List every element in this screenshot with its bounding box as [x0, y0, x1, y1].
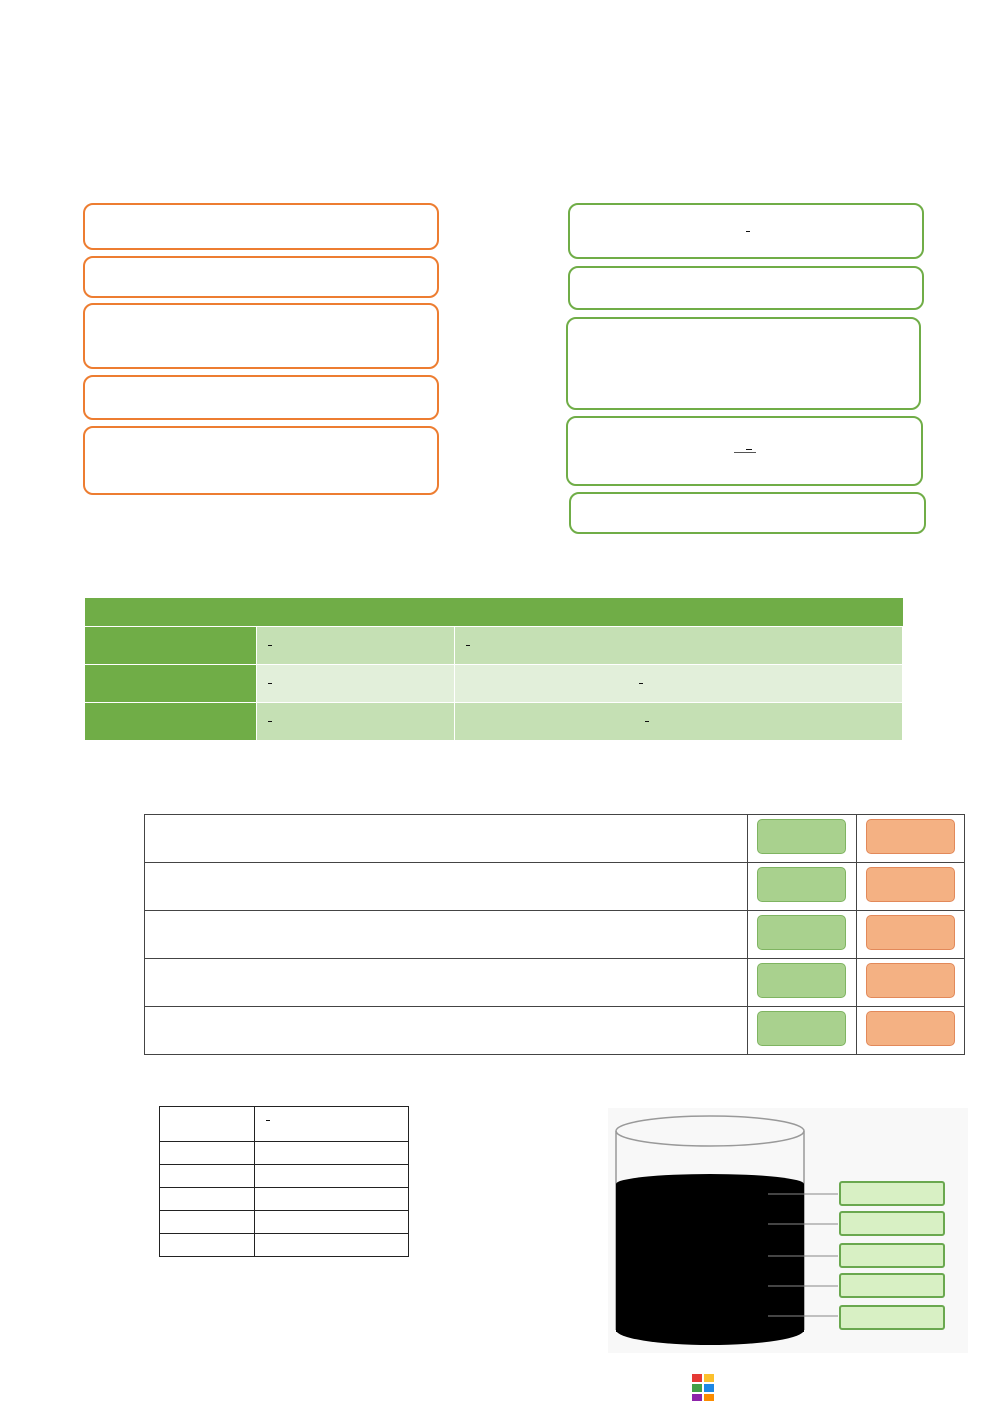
- table-row: [160, 1142, 409, 1165]
- conversion-cell[interactable]: [455, 665, 903, 703]
- yes-button[interactable]: [757, 1011, 846, 1046]
- task4-heading: [114, 1070, 122, 1101]
- yes-button[interactable]: [757, 867, 846, 902]
- left-item-characterizes[interactable]: [83, 203, 439, 250]
- left-item-device[interactable]: [83, 426, 439, 495]
- conversion-cell[interactable]: [455, 703, 903, 741]
- table-row: [85, 703, 903, 741]
- density-formula: [734, 449, 756, 453]
- statement-cell: [145, 863, 748, 911]
- liveworksheets-logo: [692, 1372, 720, 1402]
- table-row: [160, 1234, 409, 1257]
- table-row: [160, 1188, 409, 1211]
- statement-cell: [145, 959, 748, 1007]
- logo-blocks-icon: [692, 1372, 716, 1402]
- density-conversion-table: [84, 598, 903, 741]
- table-row: [160, 1165, 409, 1188]
- layer-answer-box[interactable]: [839, 1181, 945, 1206]
- substance-cell: [85, 627, 257, 665]
- table-row: [145, 815, 965, 863]
- right-item-symbol[interactable]: [569, 492, 926, 534]
- density-cell: [257, 703, 455, 741]
- conversion-cell: [455, 627, 903, 665]
- right-item-unit[interactable]: [568, 203, 924, 259]
- density-values-table: [159, 1106, 409, 1257]
- header-substance: [160, 1107, 255, 1142]
- substance-cell: [85, 665, 257, 703]
- table-row: [145, 1007, 965, 1055]
- substance-cell: [85, 703, 257, 741]
- header-density: [257, 598, 455, 627]
- table-row: [160, 1211, 409, 1234]
- layer-answer-box[interactable]: [839, 1273, 945, 1298]
- no-button[interactable]: [866, 1011, 955, 1046]
- table-row: [145, 863, 965, 911]
- left-item-unit[interactable]: [83, 375, 439, 420]
- layer-answer-box[interactable]: [839, 1211, 945, 1236]
- task2-heading: [114, 543, 122, 574]
- right-item-areometer[interactable]: [568, 266, 924, 310]
- unit-fraction: [746, 231, 750, 232]
- density-cell: [257, 665, 455, 703]
- density-cell: [257, 627, 455, 665]
- header-substance: [85, 598, 257, 627]
- yes-button[interactable]: [757, 915, 846, 950]
- layer-answer-box[interactable]: [839, 1305, 945, 1330]
- layer-answer-box[interactable]: [839, 1243, 945, 1268]
- right-item-description[interactable]: [566, 317, 921, 410]
- statement-cell: [145, 815, 748, 863]
- table-row: [85, 665, 903, 703]
- left-item-formula[interactable]: [83, 303, 439, 369]
- no-button[interactable]: [866, 819, 955, 854]
- statement-cell: [145, 911, 748, 959]
- no-button[interactable]: [866, 915, 955, 950]
- no-button[interactable]: [866, 963, 955, 998]
- task3-heading: [114, 768, 126, 785]
- table-row: [145, 959, 965, 1007]
- right-item-formula[interactable]: [566, 416, 923, 486]
- no-button[interactable]: [866, 867, 955, 902]
- table-row: [85, 627, 903, 665]
- yes-button[interactable]: [757, 819, 846, 854]
- header-conversion: [455, 598, 903, 627]
- yes-no-table: [144, 814, 965, 1055]
- statement-cell: [145, 1007, 748, 1055]
- table-row: [145, 911, 965, 959]
- header-density: [255, 1107, 409, 1142]
- left-item-symbol[interactable]: [83, 256, 439, 298]
- yes-button[interactable]: [757, 963, 846, 998]
